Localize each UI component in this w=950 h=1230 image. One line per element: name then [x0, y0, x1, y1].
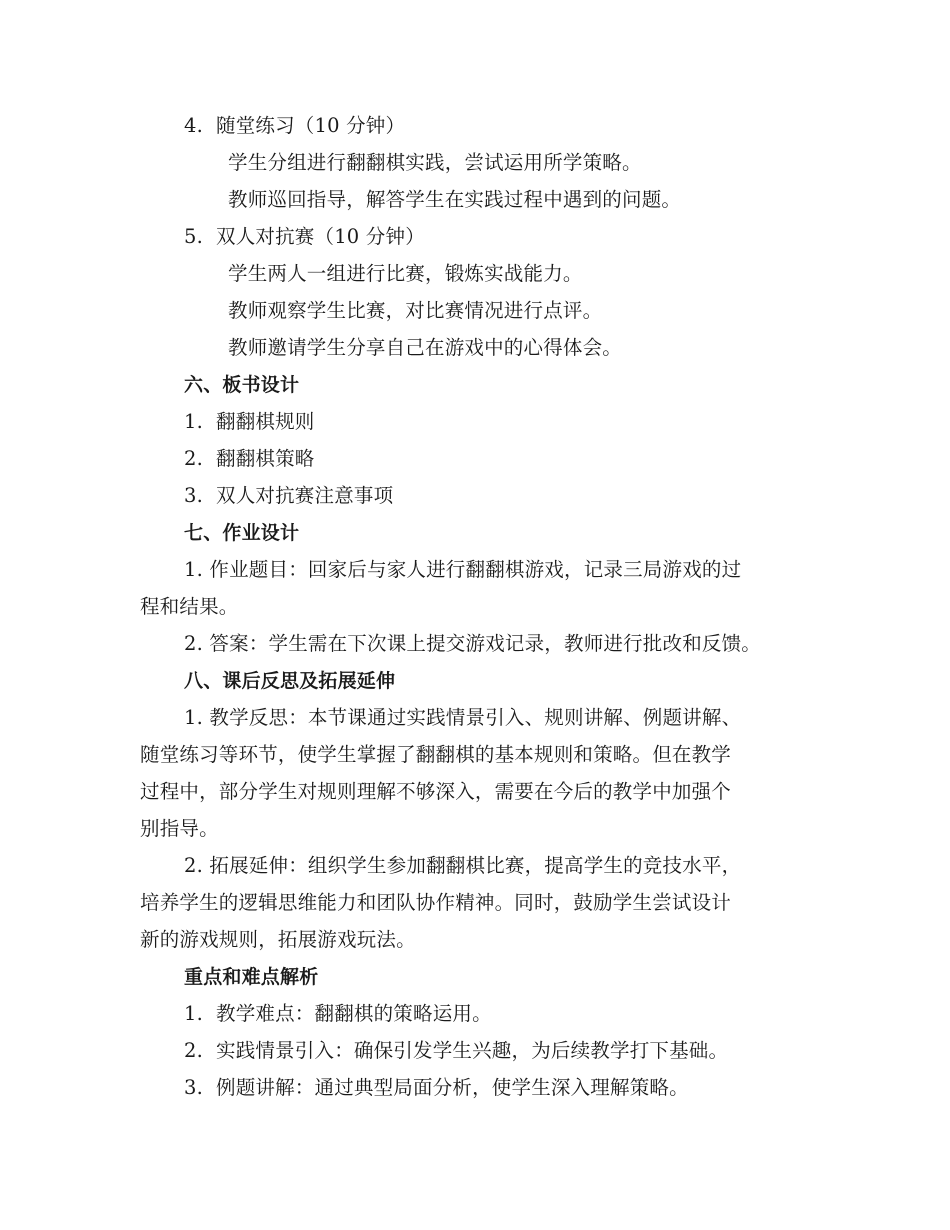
- item-text: 双人对抗赛注意事项: [216, 484, 394, 507]
- list-item: [184, 482, 393, 510]
- procedure-item-4: [184, 112, 405, 140]
- procedure-detail: 教师观察学生比赛，对比赛情况进行点评。: [228, 299, 603, 322]
- paragraph-line: 过程中，部分学生对规则理解不够深入，需要在今后的教学中加强个: [140, 780, 732, 803]
- paragraph-line: 1. 教学反思：本节课通过实践情景引入、规则讲解、例题讲解、: [184, 706, 742, 729]
- procedure-detail: 学生两人一组进行比赛，锻炼实战能力。: [228, 262, 583, 285]
- item-number: 1.: [184, 410, 204, 433]
- list-item: [184, 1074, 689, 1102]
- item-number: 3.: [184, 484, 204, 507]
- procedure-detail: 学生分组进行翻翻棋实践，尝试运用所学策略。: [228, 151, 642, 174]
- section-heading-board-design: 六、板书设计: [184, 374, 300, 396]
- paragraph-line: 程和结果。: [140, 595, 239, 618]
- item-number: 1.: [184, 1002, 204, 1025]
- procedure-detail: 教师邀请学生分享自己在游戏中的心得体会。: [228, 336, 623, 359]
- paragraph-line: 别指导。: [140, 817, 219, 840]
- list-item: [184, 408, 315, 436]
- item-text: 随堂练习（10 分钟）: [216, 114, 406, 137]
- item-text: 双人对抗赛（10 分钟）: [216, 225, 425, 248]
- item-text: 翻翻棋策略: [216, 447, 315, 470]
- list-item: [184, 445, 315, 473]
- list-item: [184, 1037, 728, 1065]
- procedure-detail: 教师巡回指导，解答学生在实践过程中遇到的问题。: [228, 188, 682, 211]
- item-number: 3.: [184, 1076, 204, 1099]
- item-text: 翻翻棋规则: [216, 410, 315, 433]
- item-number: 2.: [184, 1039, 204, 1062]
- paragraph-line: 1. 作业题目：回家后与家人进行翻翻棋游戏，记录三局游戏的过: [184, 558, 742, 581]
- paragraph-line: 培养学生的逻辑思维能力和团队协作精神。同时，鼓励学生尝试设计: [140, 891, 732, 914]
- section-heading-key-points: 重点和难点解析: [184, 966, 319, 988]
- item-number: 5.: [184, 225, 204, 248]
- item-text: 例题讲解：通过典型局面分析，使学生深入理解策略。: [216, 1076, 689, 1099]
- item-number: 4.: [184, 114, 204, 137]
- paragraph-line: 2. 答案：学生需在下次课上提交游戏记录，教师进行批改和反馈。: [184, 632, 762, 655]
- paragraph-line: 2. 拓展延伸：组织学生参加翻翻棋比赛，提高学生的竞技水平，: [184, 854, 742, 877]
- procedure-item-5: [184, 223, 425, 251]
- item-text: 教学难点：翻翻棋的策略运用。: [216, 1002, 492, 1025]
- item-number: 2.: [184, 447, 204, 470]
- list-item: [184, 1000, 492, 1028]
- paragraph-line: 随堂练习等环节，使学生掌握了翻翻棋的基本规则和策略。但在教学: [140, 743, 732, 766]
- item-text: 实践情景引入：确保引发学生兴趣，为后续教学打下基础。: [216, 1039, 729, 1062]
- paragraph-line: 新的游戏规则，拓展游戏玩法。: [140, 928, 416, 951]
- section-heading-reflection: 八、课后反思及拓展延伸: [184, 670, 396, 692]
- section-heading-homework: 七、作业设计: [184, 522, 300, 544]
